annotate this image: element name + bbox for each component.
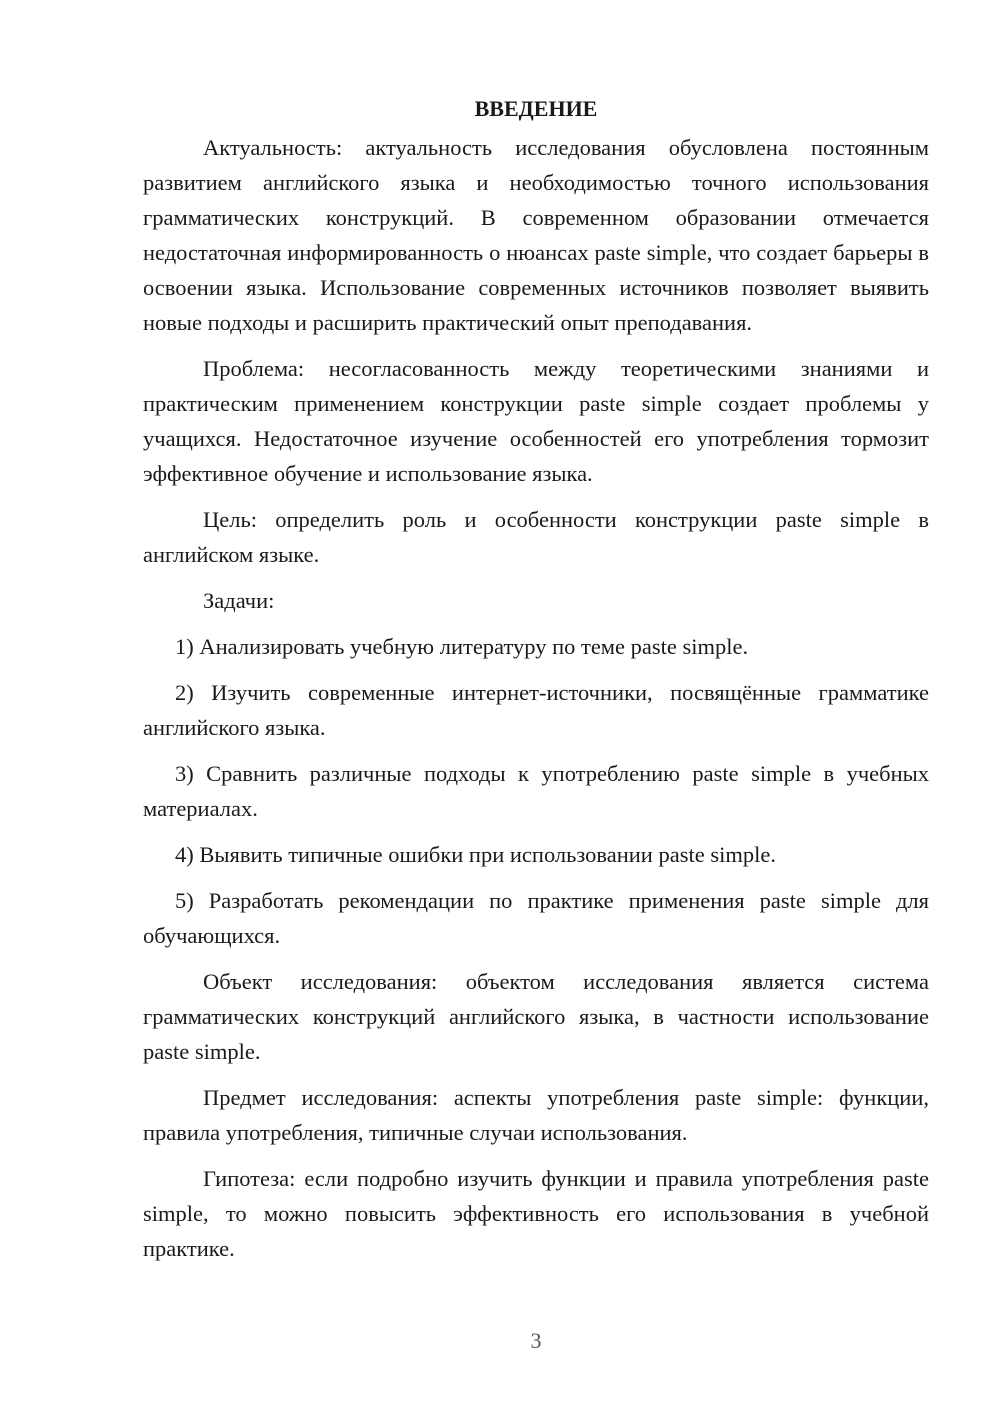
task-item-3: 3) Сравнить различные подходы к употреблению paste simple в учебных материалах. — [143, 761, 929, 821]
document-page — [143, 90, 929, 1277]
relevance-paragraph: Актуальность: актуальность исследования обусловлена постоянным развитием английского языка и необходимостью точного использования грамматических конструкций. В современном образовании отмечается недостаточная информированность о нюансах paste simple, что создает барьеры в освоении языка. Использование современных источников позволяет выявить новые подходы и расширить практический опыт преподавания. — [143, 135, 929, 335]
tasks-heading: Задачи: — [203, 588, 275, 613]
goal-paragraph: Цель: определить роль и особенности конструкции paste simple в английском языке. — [143, 507, 929, 567]
hypothesis-paragraph: Гипотеза: если подробно изучить функции и правила употребления paste simple, то можно повысить эффективность его использования в учебной практике. — [143, 1166, 929, 1261]
problem-paragraph: Проблема: несогласованность между теоретическими знаниями и практическим применением конструкции paste simple создает проблемы у учащихся. Недостаточное изучение особенностей его употребления тормозит эффективное обучение и использование языка. — [143, 356, 929, 486]
task-item-2: 2) Изучить современные интернет-источники, посвящённые грамматике английского языка. — [143, 680, 929, 740]
task-item-1: 1) Анализировать учебную литературу по теме paste simple. — [175, 634, 749, 659]
subject-paragraph: Предмет исследования: аспекты употребления paste simple: функции, правила употребления, типичные случаи использования. — [143, 1085, 929, 1145]
page-title: ВВЕДЕНИЕ — [474, 96, 598, 121]
page-number: 3 — [530, 1328, 542, 1353]
object-paragraph: Объект исследования: объектом исследования является система грамматических конструкций английского языка, в частности использование paste simple. — [143, 969, 929, 1064]
task-item-4: 4) Выявить типичные ошибки при использовании paste simple. — [175, 842, 776, 867]
task-item-5: 5) Разработать рекомендации по практике применения paste simple для обучающихся. — [143, 888, 929, 948]
